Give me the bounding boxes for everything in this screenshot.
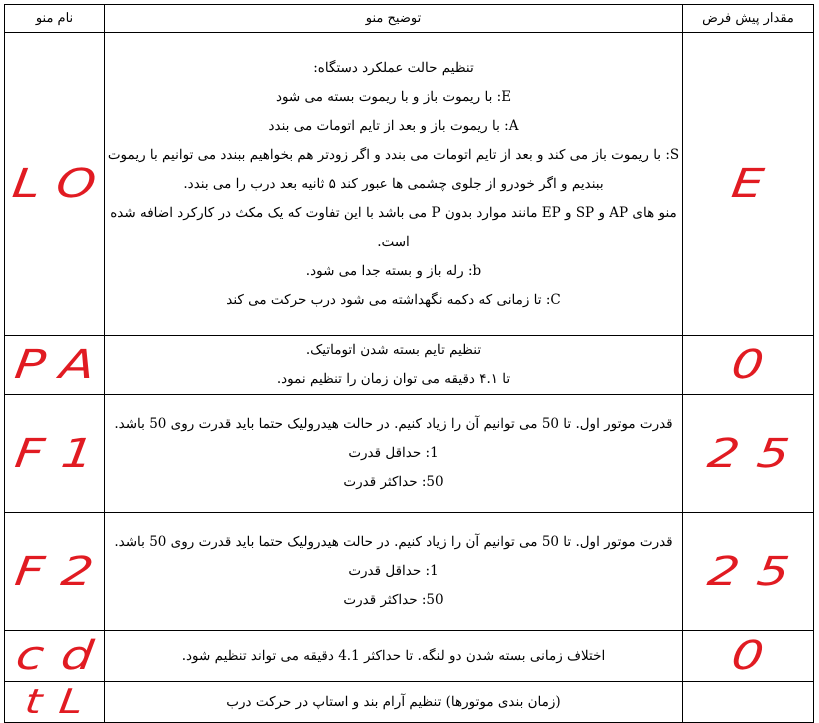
menu-code: tL [22,682,104,722]
description-cell [105,631,683,682]
description-line: منو های AP و SP و EP مانند موارد بدون P می باشد با این تفاوت که یک مکث در کارکرد اضافه شده است. [110,204,677,250]
description-line: تنظیم حالت عملکرد دستگاه: [313,59,474,76]
description-line: تا ۴.۱ دقیقه می توان زمان را تنظیم نمود. [276,371,511,387]
description-line: 1: حداقل قدرت [348,563,439,579]
default-value-cell [683,631,814,682]
header-description: توضیح منو [105,5,683,33]
header-name: نام منو [5,5,105,33]
default-value-cell [683,682,814,723]
description-line: b: رله باز و بسته جدا می شود. [305,262,482,279]
description-line: S: با ریموت باز می کند و بعد از تایم اتومات می بندد و اگر زودتر هم بخواهیم ببندد می توانیم با ریموت ببندیم و اگر خودرو از جلوی چشمی ها عبور کند ۵ ثانیه بعد درب را می بندد. [107,146,680,192]
description-cell [105,33,683,336]
description-line: 50: حداکثر قدرت [343,592,444,608]
default-value: 25 [704,548,810,595]
description-line: قدرت موتور اول. تا 50 می توانیم آن را زیاد کنیم. در حالت هیدرولیک حتما باید قدرت روی 50 باشد. [114,534,673,550]
default-value-cell [683,513,814,631]
table-row [5,395,814,513]
description-line: اختلاف زمانی بسته شدن دو لنگه. تا حداکثر 4.1 دقیقه می تواند تنظیم شود. [181,647,606,664]
description-line: A: با ریموت باز و بعد از تایم اتومات می بندد [268,117,519,134]
description-line: قدرت موتور اول. تا 50 می توانیم آن را زیاد کنیم. در حالت هیدرولیک حتما باید قدرت روی 50 باشد. [114,416,673,432]
menu-code-cell [5,395,115,513]
table-row [5,33,814,336]
default-value: 0 [729,633,785,679]
table-row [5,631,814,682]
menu-code-cell [5,513,115,631]
description-line: 50: حداکثر قدرت [343,474,444,490]
menu-code: cd [13,633,114,679]
menu-code-cell [5,336,115,395]
description-line: تنظیم تایم بسته شدن اتوماتیک. [305,342,482,358]
table-row [5,682,814,723]
description-line: 1: حداقل قدرت [348,445,439,461]
default-value-cell [683,33,814,336]
table-row [5,336,814,395]
default-value: 0 [729,342,785,388]
table-row [5,513,814,631]
description-line: (زمان بندی موتورها) تنظیم آرام بند و استاپ در حرکت درب [226,693,561,710]
menu-code-cell [5,631,114,682]
description-cell [105,395,683,513]
description-cell [105,513,683,631]
description-cell [105,682,683,723]
menu-code: LO [9,161,117,207]
default-value-cell [683,395,814,513]
menu-code: PA [11,342,115,388]
menu-code-cell [5,682,105,723]
header-default: مقدار پیش فرض [683,5,814,33]
default-value-cell [683,336,814,395]
menu-table [4,4,814,723]
description-cell [105,336,683,395]
description-line: C: تا زمانی که دکمه نگهداشته می شود درب حرکت می کند [226,291,561,308]
description-line: E: با ریموت باز و با ریموت بسته می شود [275,88,512,105]
menu-code: F1 [12,430,115,477]
menu-code: F2 [12,548,115,595]
header-row [5,5,814,33]
default-value: E [729,161,785,207]
menu-code-cell [5,33,117,336]
default-value: 25 [704,430,810,477]
